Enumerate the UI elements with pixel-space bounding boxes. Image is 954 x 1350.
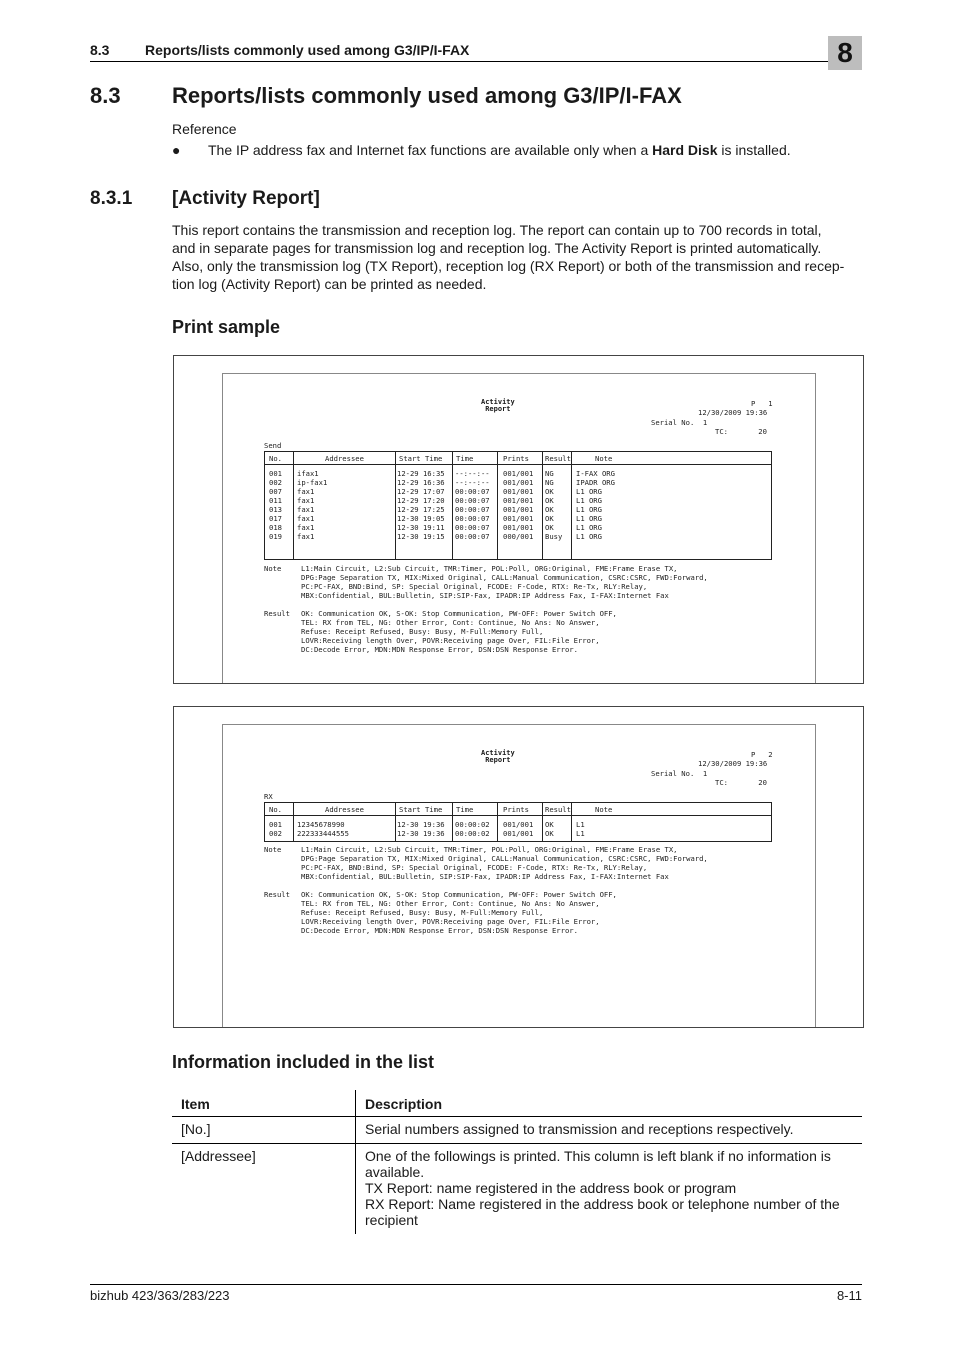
- report-cell-no: 019: [269, 532, 282, 541]
- report-serial: Serial No. 1: [651, 769, 708, 778]
- subsection-number: 8.3.1: [90, 188, 133, 209]
- report-cell-no: 007: [269, 487, 282, 496]
- report-cell-no: 018: [269, 523, 282, 532]
- footer-model: bizhub 423/363/283/223: [90, 1288, 230, 1303]
- info-table-header: [172, 1090, 862, 1117]
- column-divider: [571, 452, 572, 559]
- report-cell-addressee: fax1: [297, 514, 315, 523]
- report-cell-prints: 001/001: [503, 820, 534, 829]
- log-label: RX: [264, 792, 273, 801]
- report-column-header-addressee: Addressee: [325, 805, 364, 814]
- row-item: [No.]: [172, 1117, 356, 1144]
- chapter-badge: 8: [828, 36, 862, 70]
- subsection-paragraph: [172, 221, 862, 293]
- note-lines: L1:Main Circuit, L2:Sub Circuit, TMR:Timer, POL:Poll, ORG:Original, FME:Frame Erase TX, DPG:Page Separation TX, MIX:Mixed Original, CALL:Manual Communication, CSRC:CSRC, FWD:Forward, PC:PC-FAX, BND:Bind, SP: Special Original, FCODE: F-Code, RTX: Re-Tx, RLY:Relay, MBX:Confidential, BUL:Bulletin, SIP:SIP-Fax, IPADR:IP Address Fax, I-FAX:Internet Fax: [301, 845, 708, 881]
- report-paper: [222, 373, 816, 683]
- report-table: [264, 802, 772, 842]
- report-cell-note: I-FAX ORG: [576, 469, 615, 478]
- report-table: [264, 451, 772, 560]
- report-cell-time: 00:00:07: [455, 496, 490, 505]
- result-label: Result: [264, 890, 290, 899]
- column-divider: [571, 803, 572, 841]
- report-cell-no: 001: [269, 469, 282, 478]
- column-divider: [497, 803, 498, 841]
- print-sample-rx: [173, 706, 864, 1028]
- report-cell-no: 002: [269, 829, 282, 838]
- report-cell-time: 00:00:07: [455, 523, 490, 532]
- report-cell-prints: 001/001: [503, 469, 534, 478]
- print-sample-send: [173, 355, 864, 684]
- column-divider: [452, 452, 453, 559]
- note-label: Note: [264, 845, 282, 854]
- report-cell-start-time: 12-30 19:15: [397, 532, 445, 541]
- report-cell-addressee: ip-fax1: [297, 478, 328, 487]
- table-row: [172, 1144, 862, 1235]
- column-divider: [395, 452, 396, 559]
- report-cell-start-time: 12-29 17:25: [397, 505, 445, 514]
- report-column-header-no: No.: [269, 805, 282, 814]
- report-cell-addressee: ifax1: [297, 469, 319, 478]
- report-column-header-result: Result: [545, 805, 571, 814]
- report-cell-note: L1 ORG: [576, 496, 602, 505]
- row-description: One of the followings is printed. This column is left blank if no information is available. TX Report: name registered in the address book or program RX Report: Name registered in the address book or telephone number of the recipient: [365, 1148, 840, 1228]
- report-cell-result: OK: [545, 820, 554, 829]
- report-cell-addressee: fax1: [297, 523, 315, 532]
- report-cell-start-time: 12-29 16:35: [397, 469, 445, 478]
- report-cell-result: OK: [545, 496, 554, 505]
- report-cell-time: 00:00:07: [455, 514, 490, 523]
- report-cell-time: 00:00:07: [455, 487, 490, 496]
- report-cell-addressee: fax1: [297, 496, 315, 505]
- log-label: Send: [264, 441, 282, 450]
- row-description: Serial numbers assigned to transmission and receptions respectively.: [356, 1117, 863, 1144]
- report-cell-addressee: fax1: [297, 532, 315, 541]
- report-cell-note: IPADR ORG: [576, 478, 615, 487]
- section-number: 8.3: [90, 83, 121, 108]
- reference-bullet-text: The IP address fax and Internet fax functions are available only when a Hard Disk is installed.: [208, 142, 791, 158]
- report-cell-result: OK: [545, 829, 554, 838]
- report-cell-prints: 001/001: [503, 523, 534, 532]
- report-cell-time: 00:00:07: [455, 532, 490, 541]
- report-cell-time: 00:00:02: [455, 820, 490, 829]
- note-label: Note: [264, 564, 282, 573]
- report-cell-prints: 001/001: [503, 496, 534, 505]
- report-column-header-prints: Prints: [503, 454, 529, 463]
- report-cell-note: L1 ORG: [576, 487, 602, 496]
- report-column-header-start-time: Start Time: [399, 454, 443, 463]
- column-divider: [293, 803, 294, 841]
- report-cell-no: 013: [269, 505, 282, 514]
- report-cell-note: L1 ORG: [576, 523, 602, 532]
- report-datetime: 12/30/2009 19:36: [698, 759, 768, 768]
- paragraph-line: tion log (Activity Report) can be printed as needed.: [172, 276, 487, 292]
- report-serial: Serial No. 1: [651, 418, 708, 427]
- report-tc: TC: 20: [715, 427, 767, 436]
- report-cell-addressee: 12345678990: [297, 820, 345, 829]
- report-cell-start-time: 12-29 16:36: [397, 478, 445, 487]
- bullet-icon: ●: [172, 142, 181, 158]
- report-cell-result: OK: [545, 523, 554, 532]
- report-cell-note: L1: [576, 820, 585, 829]
- column-divider: [497, 452, 498, 559]
- report-column-header-addressee: Addressee: [325, 454, 364, 463]
- report-column-header-result: Result: [545, 454, 571, 463]
- report-cell-prints: 000/001: [503, 532, 534, 541]
- report-cell-no: 002: [269, 478, 282, 487]
- report-cell-addressee: 222333444555: [297, 829, 349, 838]
- result-lines: OK: Communication OK, S-OK: Stop Communication, PW-OFF: Power Switch OFF, TEL: RX from TEL, NG: Other Error, Cont: Continue, No Ans: No Answer, Refuse: Receipt Refused, Busy: Busy, M-Full:Memory Full, LOVR:Receiving length Over, POVR:Receiving page Over, FIL:File Error, DC:Decode Error, MDN:MDN Response Error, DSN:DSN Response Error.: [301, 890, 617, 935]
- report-title: Activity Report: [481, 749, 515, 764]
- report-title: Activity Report: [481, 398, 515, 413]
- subsection-title: [Activity Report]: [172, 188, 320, 209]
- header-divider: [90, 61, 862, 62]
- report-cell-result: OK: [545, 487, 554, 496]
- report-column-header-note: Note: [595, 454, 613, 463]
- report-cell-no: 011: [269, 496, 282, 505]
- report-cell-no: 001: [269, 820, 282, 829]
- result-label: Result: [264, 609, 290, 618]
- table-row: [172, 1117, 862, 1144]
- report-cell-result: OK: [545, 514, 554, 523]
- note-lines: L1:Main Circuit, L2:Sub Circuit, TMR:Timer, POL:Poll, ORG:Original, FME:Frame Erase TX, DPG:Page Separation TX, MIX:Mixed Original, CALL:Manual Communication, CSRC:CSRC, FWD:Forward, PC:PC-FAX, BND:Bind, SP: Special Original, FCODE: F-Code, RTX: Re-Tx, RLY:Relay, MBX:Confidential, BUL:Bulletin, SIP:SIP-Fax, IPADR:IP Address Fax, I-FAX:Internet Fax: [301, 564, 708, 600]
- report-cell-start-time: 12-30 19:05: [397, 514, 445, 523]
- report-cell-prints: 001/001: [503, 514, 534, 523]
- section-title: Reports/lists commonly used among G3/IP/I-FAX: [172, 83, 682, 108]
- report-page: P 2: [751, 750, 773, 759]
- print-sample-heading: Print sample: [172, 317, 281, 337]
- report-cell-addressee: fax1: [297, 487, 315, 496]
- report-cell-no: 017: [269, 514, 282, 523]
- report-page: P 1: [751, 399, 773, 408]
- paragraph-line: Also, only the transmission log (TX Report), reception log (RX Report) or both of the transmission and recep-: [172, 258, 845, 274]
- column-divider: [395, 803, 396, 841]
- report-cell-result: OK: [545, 505, 554, 514]
- report-cell-time: --:--:--: [455, 469, 490, 478]
- report-cell-start-time: 12-29 17:07: [397, 487, 445, 496]
- running-header-section-number: 8.3: [90, 42, 110, 58]
- report-cell-time: 00:00:07: [455, 505, 490, 514]
- report-cell-start-time: 12-30 19:36: [397, 829, 445, 838]
- info-table: [172, 1090, 862, 1234]
- report-cell-note: L1 ORG: [576, 532, 602, 541]
- report-cell-note: L1 ORG: [576, 514, 602, 523]
- column-divider: [293, 452, 294, 559]
- report-cell-result: Busy: [545, 532, 563, 541]
- report-cell-start-time: 12-30 19:11: [397, 523, 445, 532]
- column-divider: [542, 452, 543, 559]
- report-column-header-time: Time: [456, 805, 474, 814]
- report-datetime: 12/30/2009 19:36: [698, 408, 768, 417]
- footer-page-number: 8-11: [836, 1288, 862, 1303]
- result-lines: OK: Communication OK, S-OK: Stop Communication, PW-OFF: Power Switch OFF, TEL: RX from TEL, NG: Other Error, Cont: Continue, No Ans: No Answer, Refuse: Receipt Refused, Busy: Busy, M-Full:Memory Full, LOVR:Receiving length Over, POVR:Receiving page Over, FIL:File Error, DC:Decode Error, MDN:MDN Response Error, DSN:DSN Response Error.: [301, 609, 617, 654]
- report-column-header-time: Time: [456, 454, 474, 463]
- paragraph-line: This report contains the transmission and reception log. The report can contain up to 700 records in total,: [172, 222, 822, 238]
- report-cell-note: L1 ORG: [576, 505, 602, 514]
- report-cell-addressee: fax1: [297, 505, 315, 514]
- report-cell-start-time: 12-29 17:20: [397, 496, 445, 505]
- running-header-title: Reports/lists commonly used among G3/IP/I-FAX: [145, 42, 470, 58]
- paragraph-line: and in separate pages for transmission log and reception log. The Activity Report is printed automatically.: [172, 240, 822, 256]
- reference-label: Reference: [172, 121, 237, 137]
- column-header-item: Item: [172, 1090, 356, 1117]
- report-column-header-no: No.: [269, 454, 282, 463]
- report-cell-prints: 001/001: [503, 487, 534, 496]
- report-cell-time: --:--:--: [455, 478, 490, 487]
- report-cell-prints: 001/001: [503, 478, 534, 487]
- column-divider: [452, 803, 453, 841]
- report-tc: TC: 20: [715, 778, 767, 787]
- report-column-header-prints: Prints: [503, 805, 529, 814]
- report-cell-prints: 001/001: [503, 505, 534, 514]
- column-header-description: Description: [356, 1090, 863, 1117]
- column-divider: [542, 803, 543, 841]
- row-item: [Addressee]: [172, 1144, 356, 1235]
- report-cell-prints: 001/001: [503, 829, 534, 838]
- report-cell-note: L1: [576, 829, 585, 838]
- report-cell-start-time: 12-30 19:36: [397, 820, 445, 829]
- report-cell-time: 00:00:02: [455, 829, 490, 838]
- report-cell-result: NG: [545, 478, 554, 487]
- info-list-heading: Information included in the list: [172, 1052, 435, 1072]
- footer-divider: [90, 1284, 862, 1285]
- report-column-header-note: Note: [595, 805, 613, 814]
- report-cell-result: NG: [545, 469, 554, 478]
- report-column-header-start-time: Start Time: [399, 805, 443, 814]
- report-paper: [222, 724, 816, 1027]
